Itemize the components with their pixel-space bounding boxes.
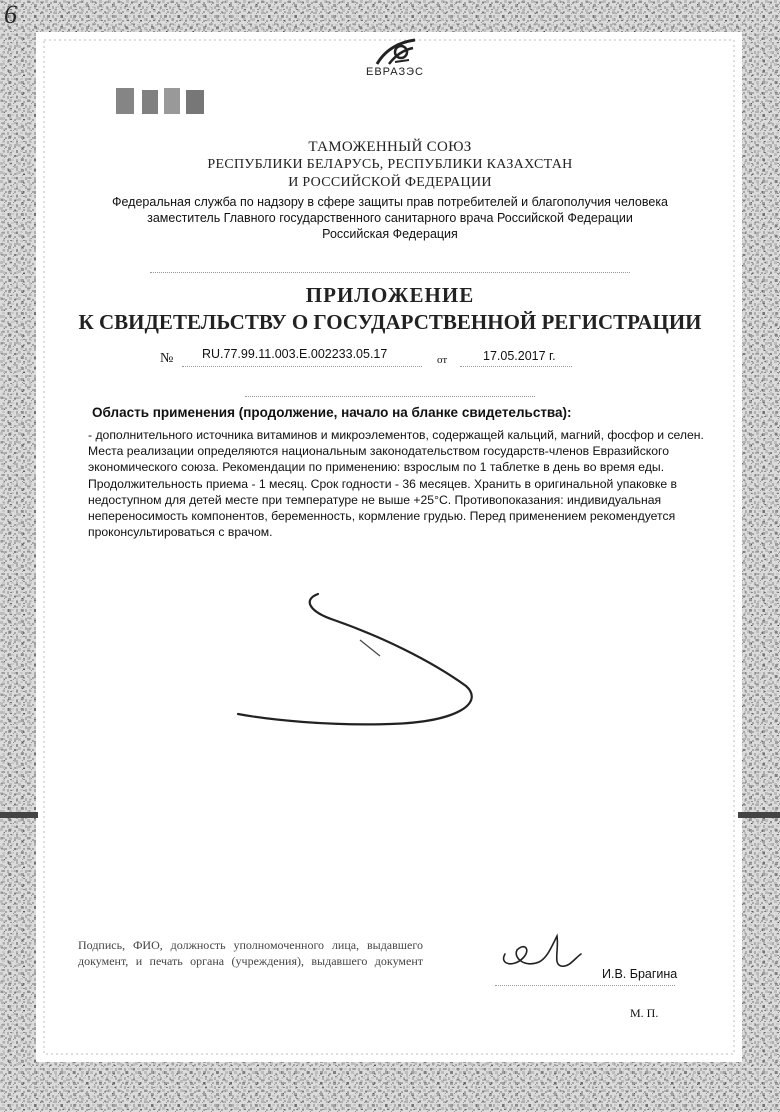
number-label: № (160, 351, 174, 366)
form-serial-stamp (112, 82, 222, 122)
eurasec-logo-text: ЕВРАЗЭС (366, 66, 424, 78)
authority-line-1: Федеральная служба по надзору в сфере защиты прав потребителей и благополучия человека (111, 195, 669, 209)
document-title: ПРИЛОЖЕНИЕ (305, 283, 475, 307)
countries-line-1: РЕСПУБЛИКИ БЕЛАРУСЬ, РЕСПУБЛИКИ КАЗАХСТАН (207, 157, 573, 172)
seal-mark: М. П. (630, 1006, 659, 1020)
date-underline (460, 366, 572, 367)
signature-underline (495, 985, 675, 986)
application-area-text: - дополнительного источника витаминов и микроэлементов, содержащей кальций, магний, фосфор и селен. Места реализации определяются национальным законодательством государств-членов Евразийского экономического союза. Рекомендации по применению: взрослым по 1 таблетке в день во время еды. Продолжительность приема - 1 месяц. Срок годности - 36 месяцев. Хранить в оригинальной упаковке в недоступном для детей месте при температуре не выше +25°С. Противопоказания: индивидуальная непереносимость компонентов, беременность, кормление грудью. Перед применением рекомендуется проконсультироваться с врачом. (88, 428, 704, 540)
signatory-caption: Подпись, ФИО, должность уполномоченного лица, выдавшего документ, и печать органа (учреждения), выдавшего документ (78, 938, 423, 968)
union-heading: ТАМОЖЕННЫЙ СОЮЗ (308, 139, 472, 155)
registration-number: RU.77.99.11.003.Е.002233.05.17 (202, 347, 388, 361)
separator-line-2 (245, 396, 535, 397)
page-number-mark: 6 (4, 0, 17, 29)
document-subtitle: К СВИДЕТЕЛЬСТВУ О ГОСУДАРСТВЕННОЙ РЕГИСТРАЦИИ (78, 310, 702, 334)
issuing-country: Российская Федерация (322, 227, 458, 241)
official-signature (495, 928, 585, 980)
registration-date: 17.05.2017 г. (483, 349, 556, 363)
eurasec-emblem-icon (355, 34, 435, 70)
separator-line (150, 272, 630, 273)
cancellation-signature-stroke (230, 590, 500, 740)
authority-line-2: заместитель Главного государственного санитарного врача Российской Федерации (147, 211, 633, 225)
signer-name: И.В. Брагина (602, 967, 678, 981)
date-from-label: от (437, 354, 448, 366)
application-area-heading: Область применения (продолжение, начало на бланке свидетельства): (92, 405, 572, 420)
number-underline (182, 366, 422, 367)
countries-line-2: И РОССИЙСКОЙ ФЕДЕРАЦИИ (288, 175, 492, 190)
